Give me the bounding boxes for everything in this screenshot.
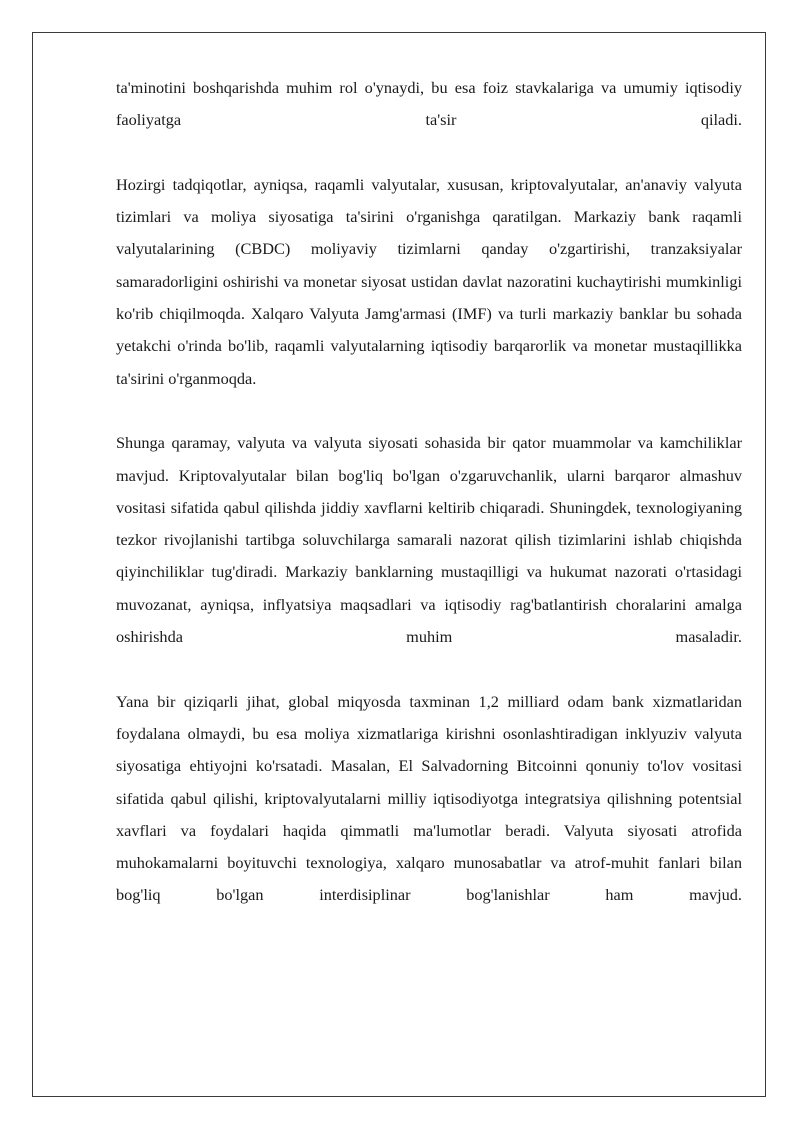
paragraph-4: Yana bir qiziqarli jihat, global miqyosda taxminan 1,2 milliard odam bank xizmatlaridan foydalana olmaydi, bu esa moliya xizmatlariga kirishni osonlashtiradigan inklyuziv valyuta siyosatiga ehtiyojni ko'rsatadi. Masalan, El Salvadorning Bitcoinni qonuniy to'lov vositasi sifatida qabul qilishi, kriptovalyutalarni milliy iqtisodiyotga integratsiya qilishning potentsial xavflari va foydalari haqida qimmatli ma'lumotlar beradi. Valyuta siyosati atrofida muhokamalarni boyituvchi texnologiya, xalqaro munosabatlar va atrof-muhit fanlari bilan bog'liq bo'lgan interdisiplinar bog'lanishlar ham mavjud. [116, 691, 742, 905]
paragraph-2: Hozirgi tadqiqotlar, ayniqsa, raqamli valyutalar, xususan, kriptovalyutalar, an'anaviy valyuta tizimlari va moliya siyosatiga ta'sirini o'rganishga qaratilgan. Markaziy bank raqamli valyutalarining (CBDC) moliyaviy tizimlarni qanday o'zgartirishi, tranzaksiyalar samaradorligini oshirishi va monetar siyosat ustidan davlat nazoratini kuchaytirishi mumkinligi ko'rib chiqilmoqda. Xalqaro Valyuta Jamg'armasi (IMF) va turli markaziy banklar bu sohada yetakchi o'rinda bo'lib, raqamli valyutalarning iqtisodiy barqarorlik va monetar mustaqillikka ta'sirini o'rganmoqda. [116, 174, 742, 388]
paragraph-1: ta'minotini boshqarishda muhim rol o'ynaydi, bu esa foiz stavkalariga va umumiy iqtisodiy faoliyatga ta'sir qiladi. [116, 78, 742, 130]
document-body [116, 72, 742, 944]
paragraph-3: Shunga qaramay, valyuta va valyuta siyosati sohasida bir qator muammolar va kamchiliklar mavjud. Kriptovalyutalar bilan bog'liq bo'lgan o'zgaruvchanlik, ularni barqaror almashuv vositasi sifatida qabul qilishda jiddiy xavflarni keltirib chiqaradi. Shuningdek, texnologiyaning tezkor rivojlanishi tartibga soluvchilarga samarali nazorat qilish tizimlarini ishlab chiqishda qiyinchiliklar tug'diradi. Markaziy banklarning mustaqilligi va hukumat nazorati o'rtasidagi muvozanat, ayniqsa, inflyatsiya maqsadlari va iqtisodiy rag'batlantirish choralarini amalga oshirishda muhim masaladir. [116, 433, 742, 647]
